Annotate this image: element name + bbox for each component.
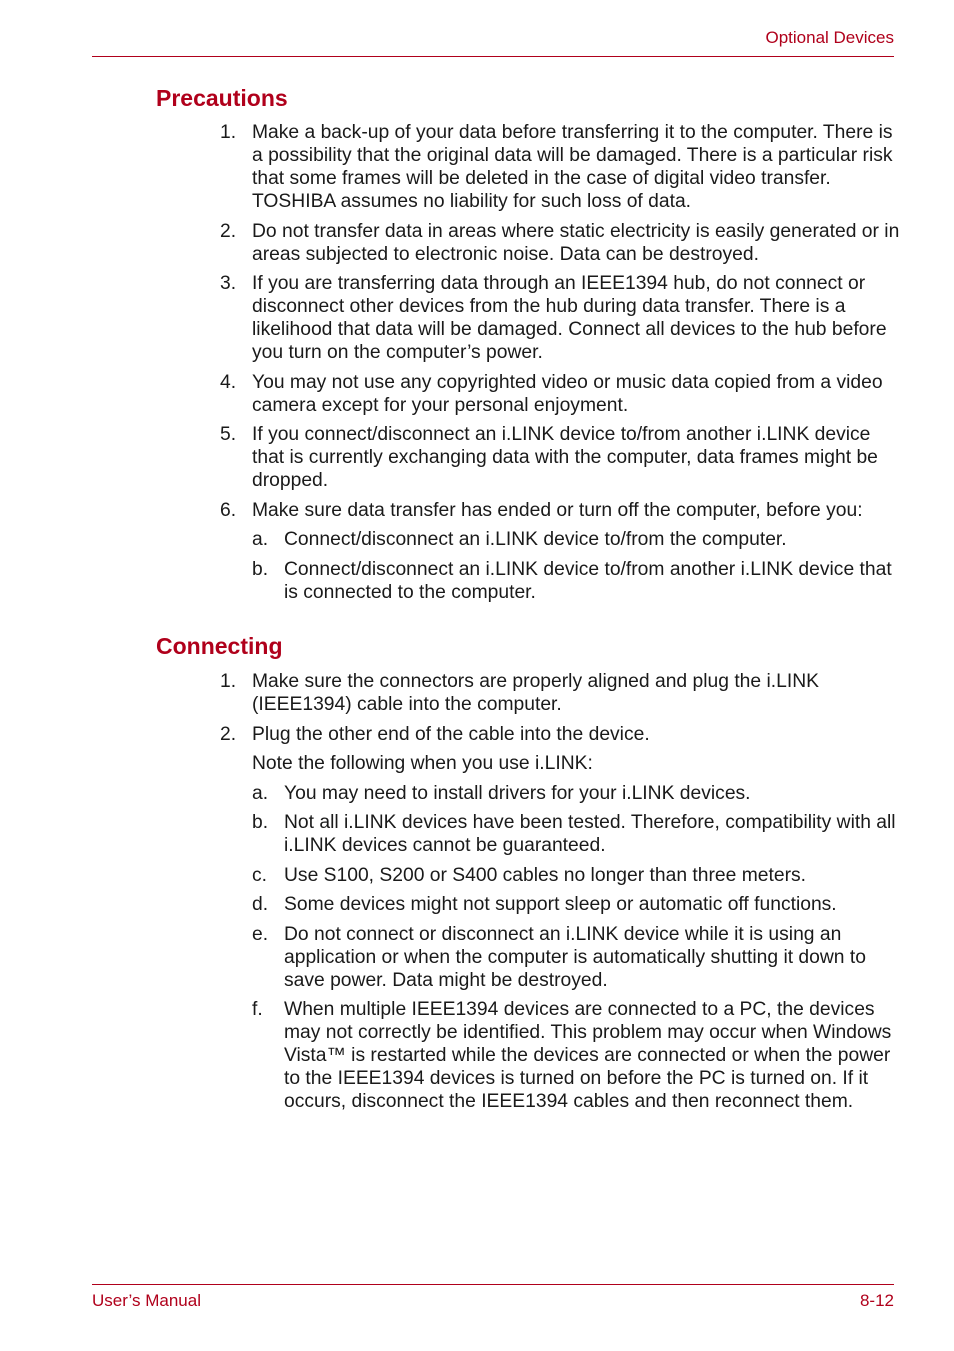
list-item: 1. Make a back-up of your data before transferring it to the computer. There is a possibility that the original data will be damaged. There is a particular risk that some frames will be deleted in the case of digital video transfer. TOSHIBA assumes no liability for such loss of data.: [220, 122, 893, 212]
note-text: Note the following when you use i.LINK:: [252, 753, 593, 774]
precautions-list: [220, 121, 900, 610]
footer-rule: [92, 1284, 894, 1285]
sub-list-item: a. You may need to install drivers for your i.LINK devices.: [252, 782, 751, 804]
list-item: 2. Do not transfer data in areas where static electricity is easily generated or in areas subjected to electronic noise. Data can be destroyed.: [220, 220, 900, 265]
sub-list-item: f. When multiple IEEE1394 devices are connected to a PC, the devices may not correctly be identified. This problem may occur when Windows Vista™ is restarted while the devices are connected or when the power to the IEEE1394 devices is turned on before the PC is turned on. If it occurs, disconnect the IEEE1394 cables and then reconnect them.: [252, 999, 892, 1112]
sub-list-item: b. Connect/disconnect an i.LINK device to/from another i.LINK device that is connected to the computer.: [252, 558, 892, 603]
running-header: Optional Devices: [765, 28, 894, 47]
sub-list-item: a. Connect/disconnect an i.LINK device to/from the computer.: [252, 529, 787, 550]
page-number: 8-12: [859, 1291, 894, 1310]
sub-list-item: d. Some devices might not support sleep or automatic off functions.: [252, 894, 837, 915]
footer-manual-title: User’s Manual: [92, 1291, 201, 1310]
connecting-heading: Connecting: [156, 633, 283, 659]
connecting-list: [220, 670, 900, 1120]
header-rule: [92, 56, 894, 57]
list-item: 3. If you are transferring data through an IEEE1394 hub, do not connect or disconnect other devices from the hub during data transfer. There is a likelihood that data will be damaged. Connect all devices to the hub before you turn on the computer’s power.: [220, 273, 887, 363]
precautions-heading: Precautions: [156, 85, 288, 111]
list-item: 2. Plug the other end of the cable into the device.: [220, 723, 650, 745]
sub-list-item: b. Not all i.LINK devices have been tested. Therefore, compatibility with all i.LINK devices cannot be guaranteed.: [252, 812, 896, 856]
list-item: 6. Make sure data transfer has ended or turn off the computer, before you:: [220, 499, 863, 521]
list-item: 1. Make sure the connectors are properly aligned and plug the i.LINK (IEEE1394) cable into the computer.: [220, 671, 819, 715]
list-item: 5. If you connect/disconnect an i.LINK device to/from another i.LINK device that is currently exchanging data with the computer, data frames might be dropped.: [220, 424, 878, 491]
list-item: 4. You may not use any copyrighted video or music data copied from a video camera except for your personal enjoyment.: [220, 371, 883, 416]
sub-list-item: c. Use S100, S200 or S400 cables no longer than three meters.: [252, 864, 806, 886]
sub-list-item: e. Do not connect or disconnect an i.LINK device while it is using an application or when the computer is automatically shutting it down to save power. Data might be destroyed.: [252, 923, 866, 991]
